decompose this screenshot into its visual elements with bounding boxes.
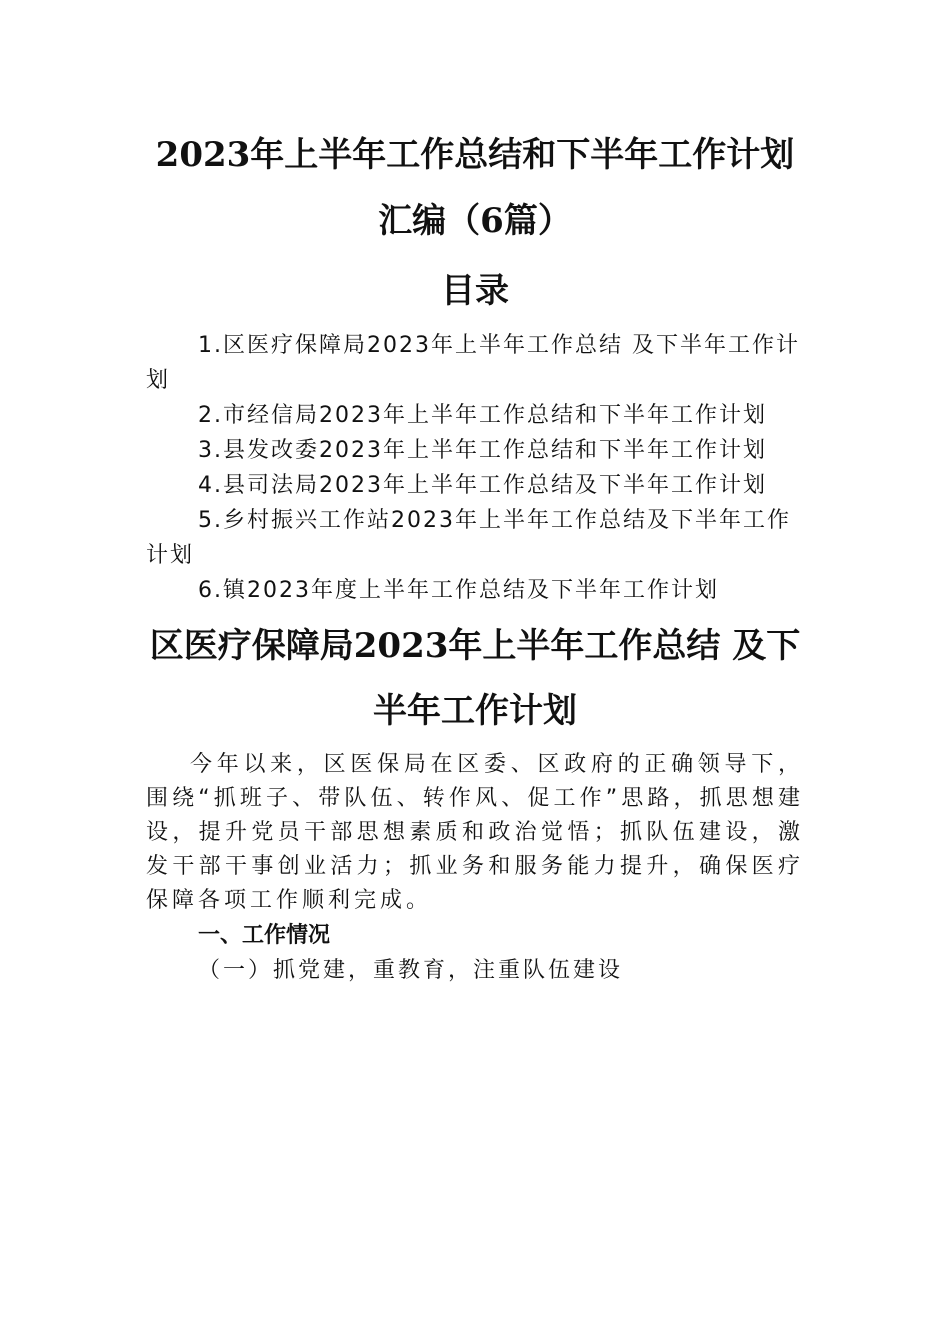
- article-title-line-2: 半年工作计划: [373, 691, 577, 731]
- toc-list: [146, 328, 804, 608]
- subsection-heading-1: （一）抓党建，重教育，注重队伍建设: [198, 958, 624, 983]
- article-title-line-1: 区医疗保障局2023年上半年工作总结 及下: [149, 626, 801, 666]
- document-title-line-2: 汇编（6篇）: [378, 201, 572, 241]
- toc-item-6: 6.镇2023年度上半年工作总结及下半年工作计划: [198, 578, 719, 603]
- section-heading-1: 一、工作情况: [198, 923, 331, 948]
- toc-heading: 目录: [441, 271, 509, 311]
- toc-item-1: 1.区医疗保障局2023年上半年工作总结 及下半年工作计划: [146, 333, 800, 393]
- document-content: [146, 122, 804, 988]
- toc-item-5: 5.乡村振兴工作站2023年上半年工作总结及下半年工作计划: [146, 508, 791, 568]
- toc-item-4: 4.县司法局2023年上半年工作总结及下半年工作计划: [198, 473, 767, 498]
- article-intro-paragraph: 今年以来，区医保局在区委、区政府的正确领导下，围绕“抓班子、带队伍、转作风、促工作”思路，抓思想建设，提升党员干部思想素质和政治觉悟；抓队伍建设，激发干部干事创业活力；抓业务和服务能力提升，确保医疗保障各项工作顺利完成。: [146, 752, 804, 913]
- toc-item-3: 3.县发改委2023年上半年工作总结和下半年工作计划: [198, 438, 767, 463]
- toc-item-2: 2.市经信局2023年上半年工作总结和下半年工作计划: [198, 403, 767, 428]
- document-title-line-1: 2023年上半年工作总结和下半年工作计划: [155, 135, 795, 175]
